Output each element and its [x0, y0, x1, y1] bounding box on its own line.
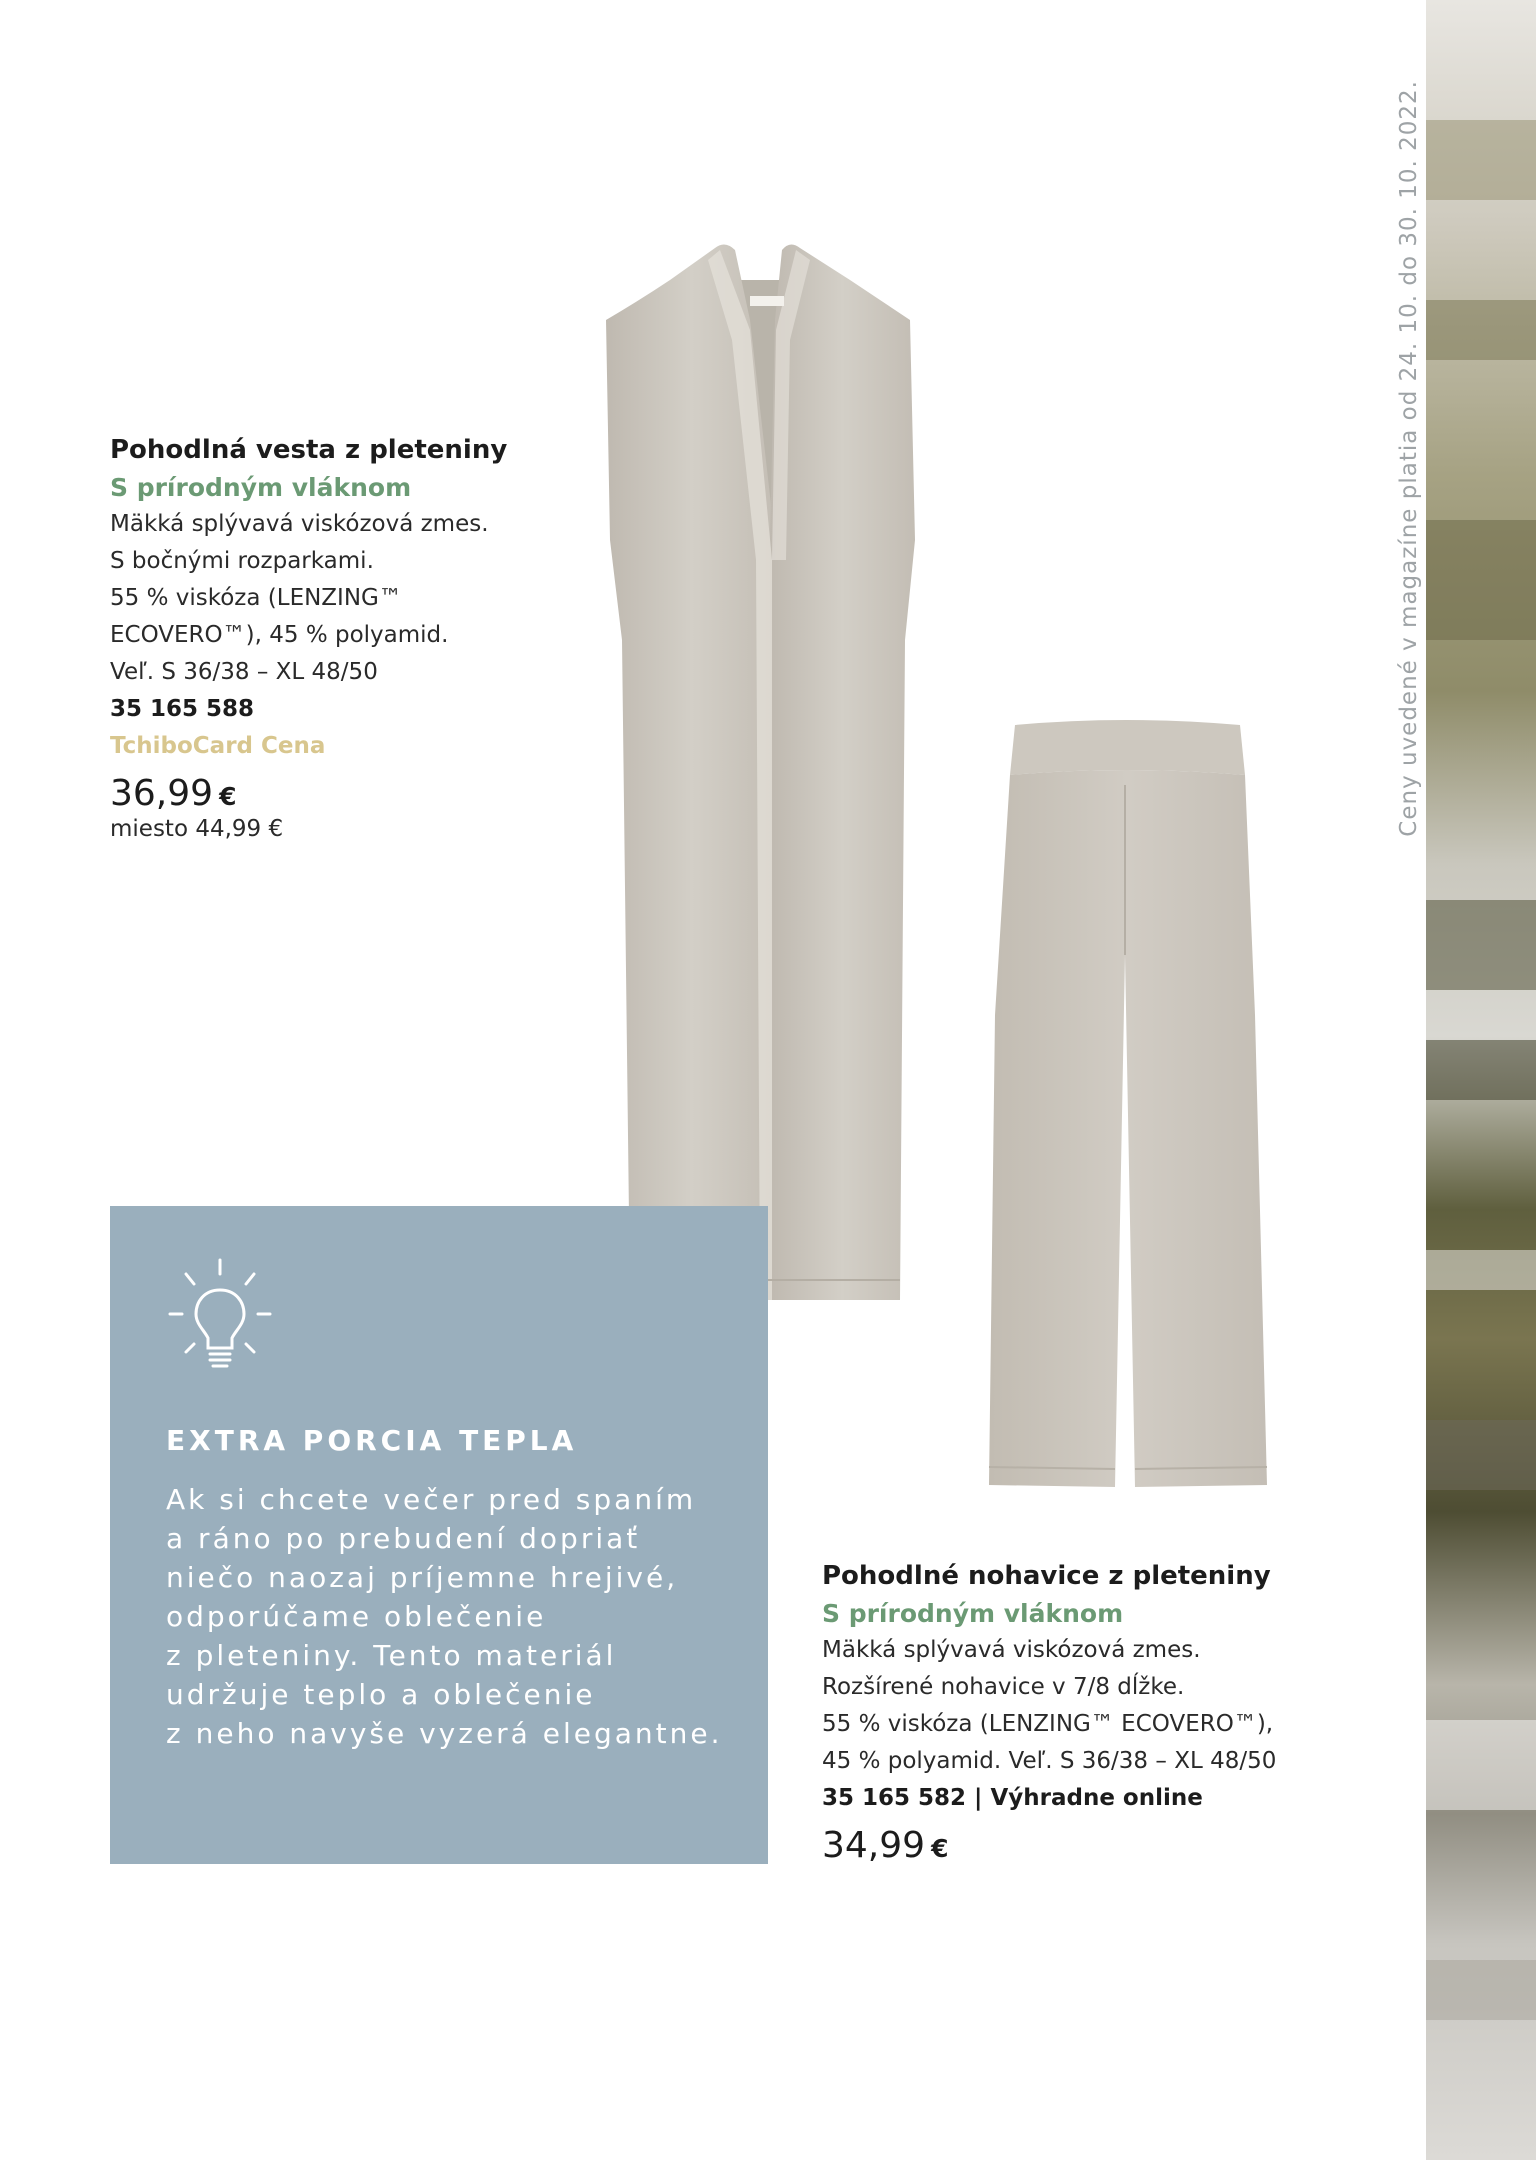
pants-subtitle: S prírodným vláknom	[822, 1599, 1124, 1628]
vest-title: Pohodlná vesta z pleteniny	[110, 435, 508, 465]
vest-subtitle: S prírodným vláknom	[110, 473, 412, 502]
tip-line: Ak si chcete večer pred spaním	[166, 1483, 697, 1516]
tip-heading: EXTRA PORCIA TEPLA	[166, 1424, 578, 1457]
vest-description-line: ECOVERO™), 45 % polyamid.	[110, 622, 449, 648]
tip-line: z pleteniny. Tento materiál	[166, 1639, 617, 1672]
vest-product-code: 35 165 588	[110, 696, 255, 722]
pants-description-line: Mäkká splývavá viskózová zmes.	[822, 1637, 1201, 1663]
pants-price: 34,99	[822, 1825, 926, 1866]
tip-body	[166, 1480, 766, 1753]
pants-price-row	[822, 1827, 1382, 1867]
vest-image	[600, 240, 920, 1310]
tip-line: z neho navyše vyzerá elegantne.	[166, 1717, 723, 1750]
pants-product-code: 35 165 582 | Výhradne online	[822, 1785, 1203, 1811]
vest-price-row	[110, 775, 590, 815]
background-photo-strip	[1426, 0, 1536, 2160]
price-validity-note: Ceny uvedené v magazíne platia od 24. 10. do 30. 10. 2022.	[1396, 80, 1422, 837]
vest-price: 36,99	[110, 773, 214, 814]
vest-description-line: S bočnými rozparkami.	[110, 548, 374, 574]
tip-line: niečo naozaj príjemne hrejivé,	[166, 1561, 679, 1594]
vest-description-line: Veľ. S 36/38 – XL 48/50	[110, 659, 378, 685]
tip-line: udržuje teplo a oblečenie	[166, 1678, 596, 1711]
tip-line: a ráno po prebudení dopriať	[166, 1522, 641, 1555]
vest-old-price: miesto 44,99 €	[110, 816, 284, 842]
pants-description-line: Rozšírené nohavice v 7/8 dĺžke.	[822, 1674, 1185, 1700]
pants-image	[985, 715, 1270, 1495]
tip-box	[110, 1206, 768, 1864]
pants-product-info	[822, 1558, 1382, 1867]
pants-description-line: 55 % viskóza (LENZING™ ECOVERO™),	[822, 1711, 1274, 1737]
pants-description-line: 45 % polyamid. Veľ. S 36/38 – XL 48/50	[822, 1748, 1277, 1774]
tchibocard-label: TchiboCard Cena	[110, 733, 326, 759]
pants-currency: €	[931, 1834, 949, 1863]
pants-title: Pohodlné nohavice z pleteniny	[822, 1561, 1271, 1591]
vest-currency: €	[219, 782, 237, 811]
tip-line: odporúčame oblečenie	[166, 1600, 547, 1633]
vest-description-line: Mäkká splývavá viskózová zmes.	[110, 511, 489, 537]
lightbulb-icon	[160, 1256, 280, 1376]
vest-product-info	[110, 432, 590, 848]
vest-description-line: 55 % viskóza (LENZING™	[110, 585, 402, 611]
